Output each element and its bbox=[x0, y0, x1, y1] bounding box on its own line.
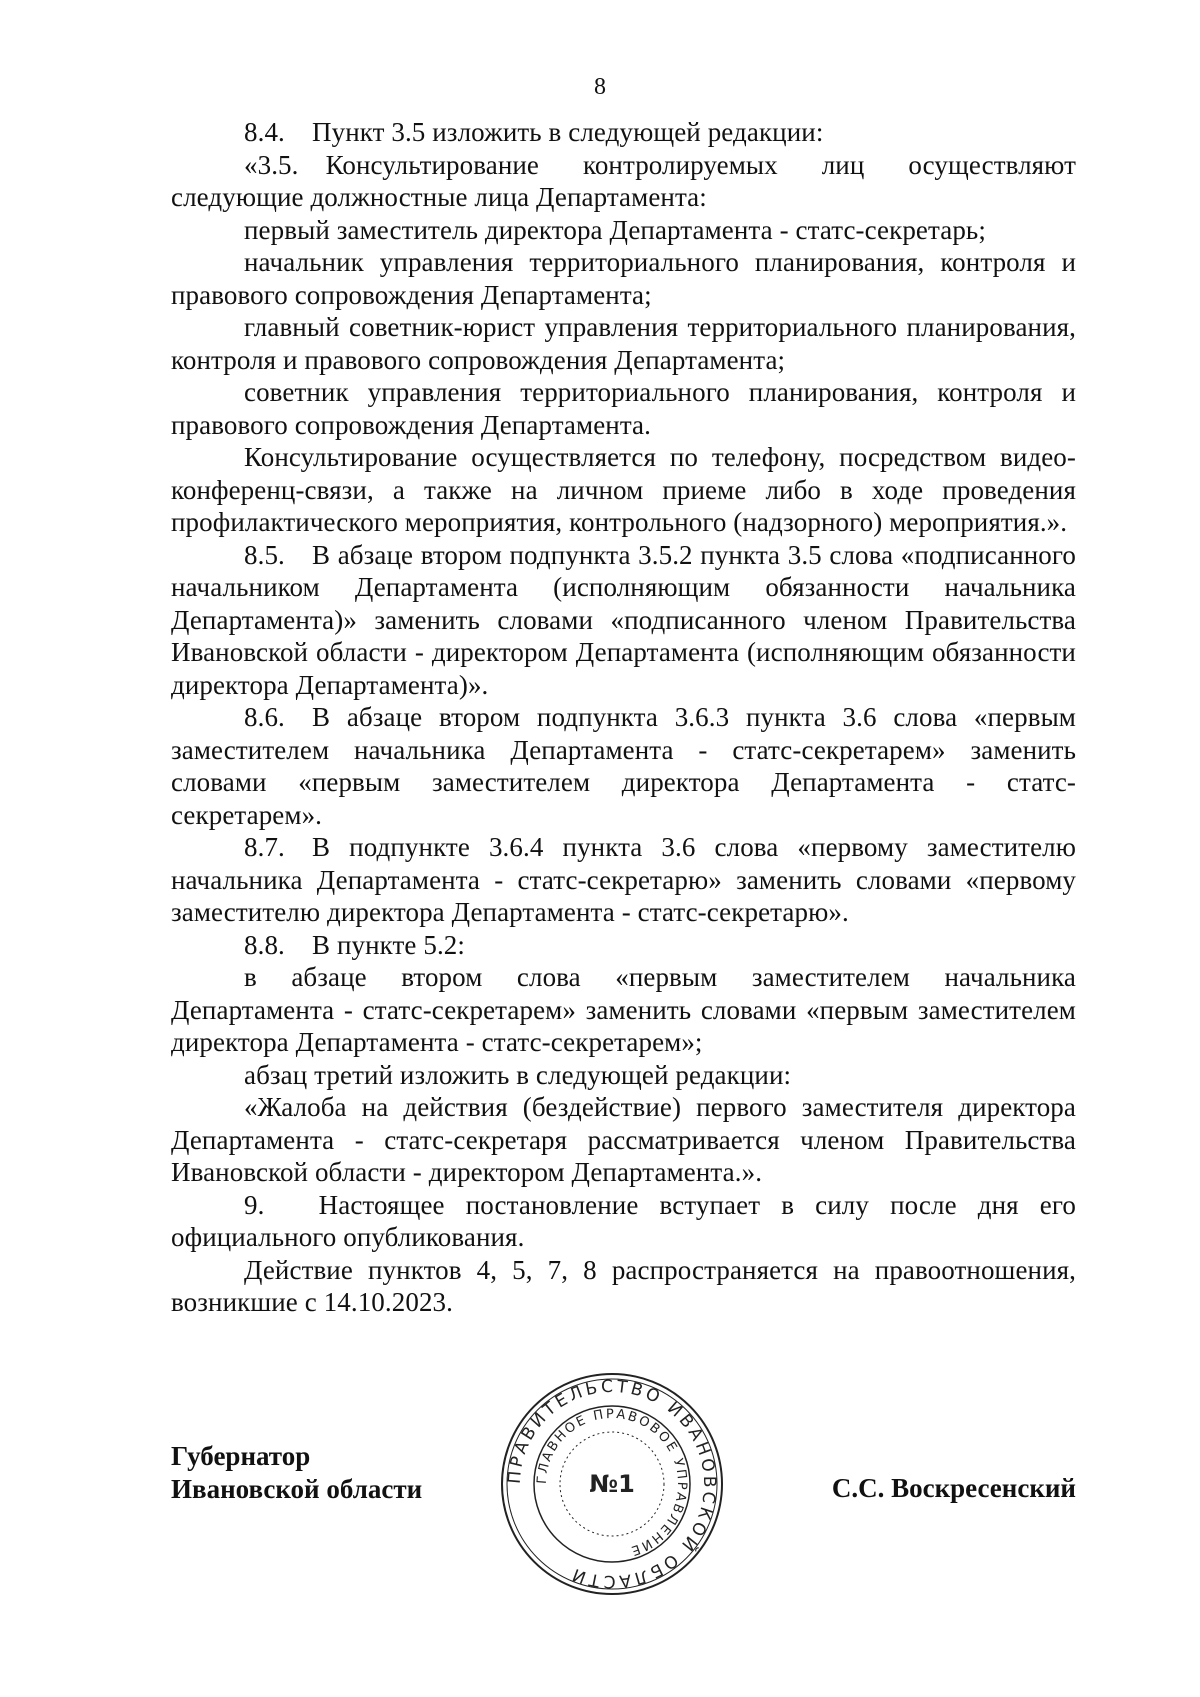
paragraph-8-8: 8.8. В пункте 5.2: bbox=[244, 929, 466, 960]
seal-inner-text: ГЛАВНОЕ ПРАВОВОЕ УПРАВЛЕНИЕ bbox=[534, 1406, 690, 1559]
paragraph-advisor: советник управления территориального планирования, контроля и правового сопровождения Департамента. bbox=[171, 377, 1076, 440]
paragraph-consulting-methods: Консультирование осуществляется по телефону, посредством видео-конференц-связи, а также на личном приеме либо в ходе проведения профилактического мероприятия, контрольного (надзорного) мероприятия.». bbox=[171, 442, 1076, 537]
document-body bbox=[171, 116, 1076, 1319]
paragraph-second-abzac: в абзаце втором слова «первым заместителем начальника Департамента - статс-секретарем» заменить словами «первым заместителем директора Департамента - статс-секретарем»; bbox=[171, 962, 1076, 1057]
paragraph-effect: Действие пунктов 4, 5, 7, 8 распространяется на правоотношения, возникшие с 14.10.2023. bbox=[171, 1254, 1076, 1317]
signatory-position bbox=[171, 1440, 422, 1505]
paragraph-8-5: 8.5. В абзаце втором подпункта 3.5.2 пункта 3.5 слова «подписанного начальником Департамента (исполняющим обязанности начальника Департамента)» заменить словами «подписанного членом Правительства Ивановской области - директором Департамента (исполняющим обязанности директора Департамента)». bbox=[171, 539, 1076, 700]
seal-graphic bbox=[498, 1370, 726, 1598]
seal-outer-text: ПРАВИТЕЛЬСТВО ИВАНОВСКОЙ ОБЛАСТИ bbox=[504, 1376, 720, 1592]
paragraph-first-deputy: первый заместитель директора Департамента - статс-секретарь; bbox=[244, 214, 986, 245]
seal-number: №1 bbox=[589, 1470, 635, 1498]
paragraph-9: 9. Настоящее постановление вступает в силу после дня его официального опубликования. bbox=[171, 1189, 1076, 1252]
paragraph-third-abzac-intro: абзац третий изложить в следующей редакции: bbox=[244, 1059, 792, 1090]
signatory-name: С.С. Воскресенский bbox=[831, 1473, 1076, 1503]
paragraph-complaint: «Жалоба на действия (бездействие) первого заместителя директора Департамента - статс-секретаря рассматривается членом Правительства Ивановской области - директором Департамента.». bbox=[171, 1092, 1076, 1187]
paragraph-8-7: 8.7. В подпункте 3.6.4 пункта 3.6 слова «первому заместителю начальника Департамента - статс-секретарю» заменить словами «первому заместителю директора Департамента - статс-секретарю». bbox=[171, 832, 1076, 927]
paragraph-head-of-division: начальник управления территориального планирования, контроля и правового сопровождения Департамента; bbox=[171, 247, 1076, 310]
paragraph-chief-legal-advisor: главный советник-юрист управления территориального планирования, контроля и правового сопровождения Департамента; bbox=[171, 312, 1076, 375]
signatory-position-line2: Ивановской области bbox=[171, 1473, 423, 1504]
paragraph-8-4: 8.4. Пункт 3.5 изложить в следующей редакции: bbox=[244, 117, 824, 147]
signatory-position-line1: Губернатор bbox=[171, 1441, 311, 1471]
paragraph-3-5-intro: «3.5. Консультирование контролируемых лиц осуществляют следующие должностные лица Департамента: bbox=[171, 149, 1076, 212]
official-seal bbox=[498, 1370, 726, 1598]
page-number: 8 bbox=[594, 74, 606, 100]
paragraph-8-6: 8.6. В абзаце втором подпункта 3.6.3 пункта 3.6 слова «первым заместителем начальника Департамента - статс-секретарем» заменить словами «первым заместителем директора Департамента - статс-секретарем». bbox=[171, 702, 1076, 830]
